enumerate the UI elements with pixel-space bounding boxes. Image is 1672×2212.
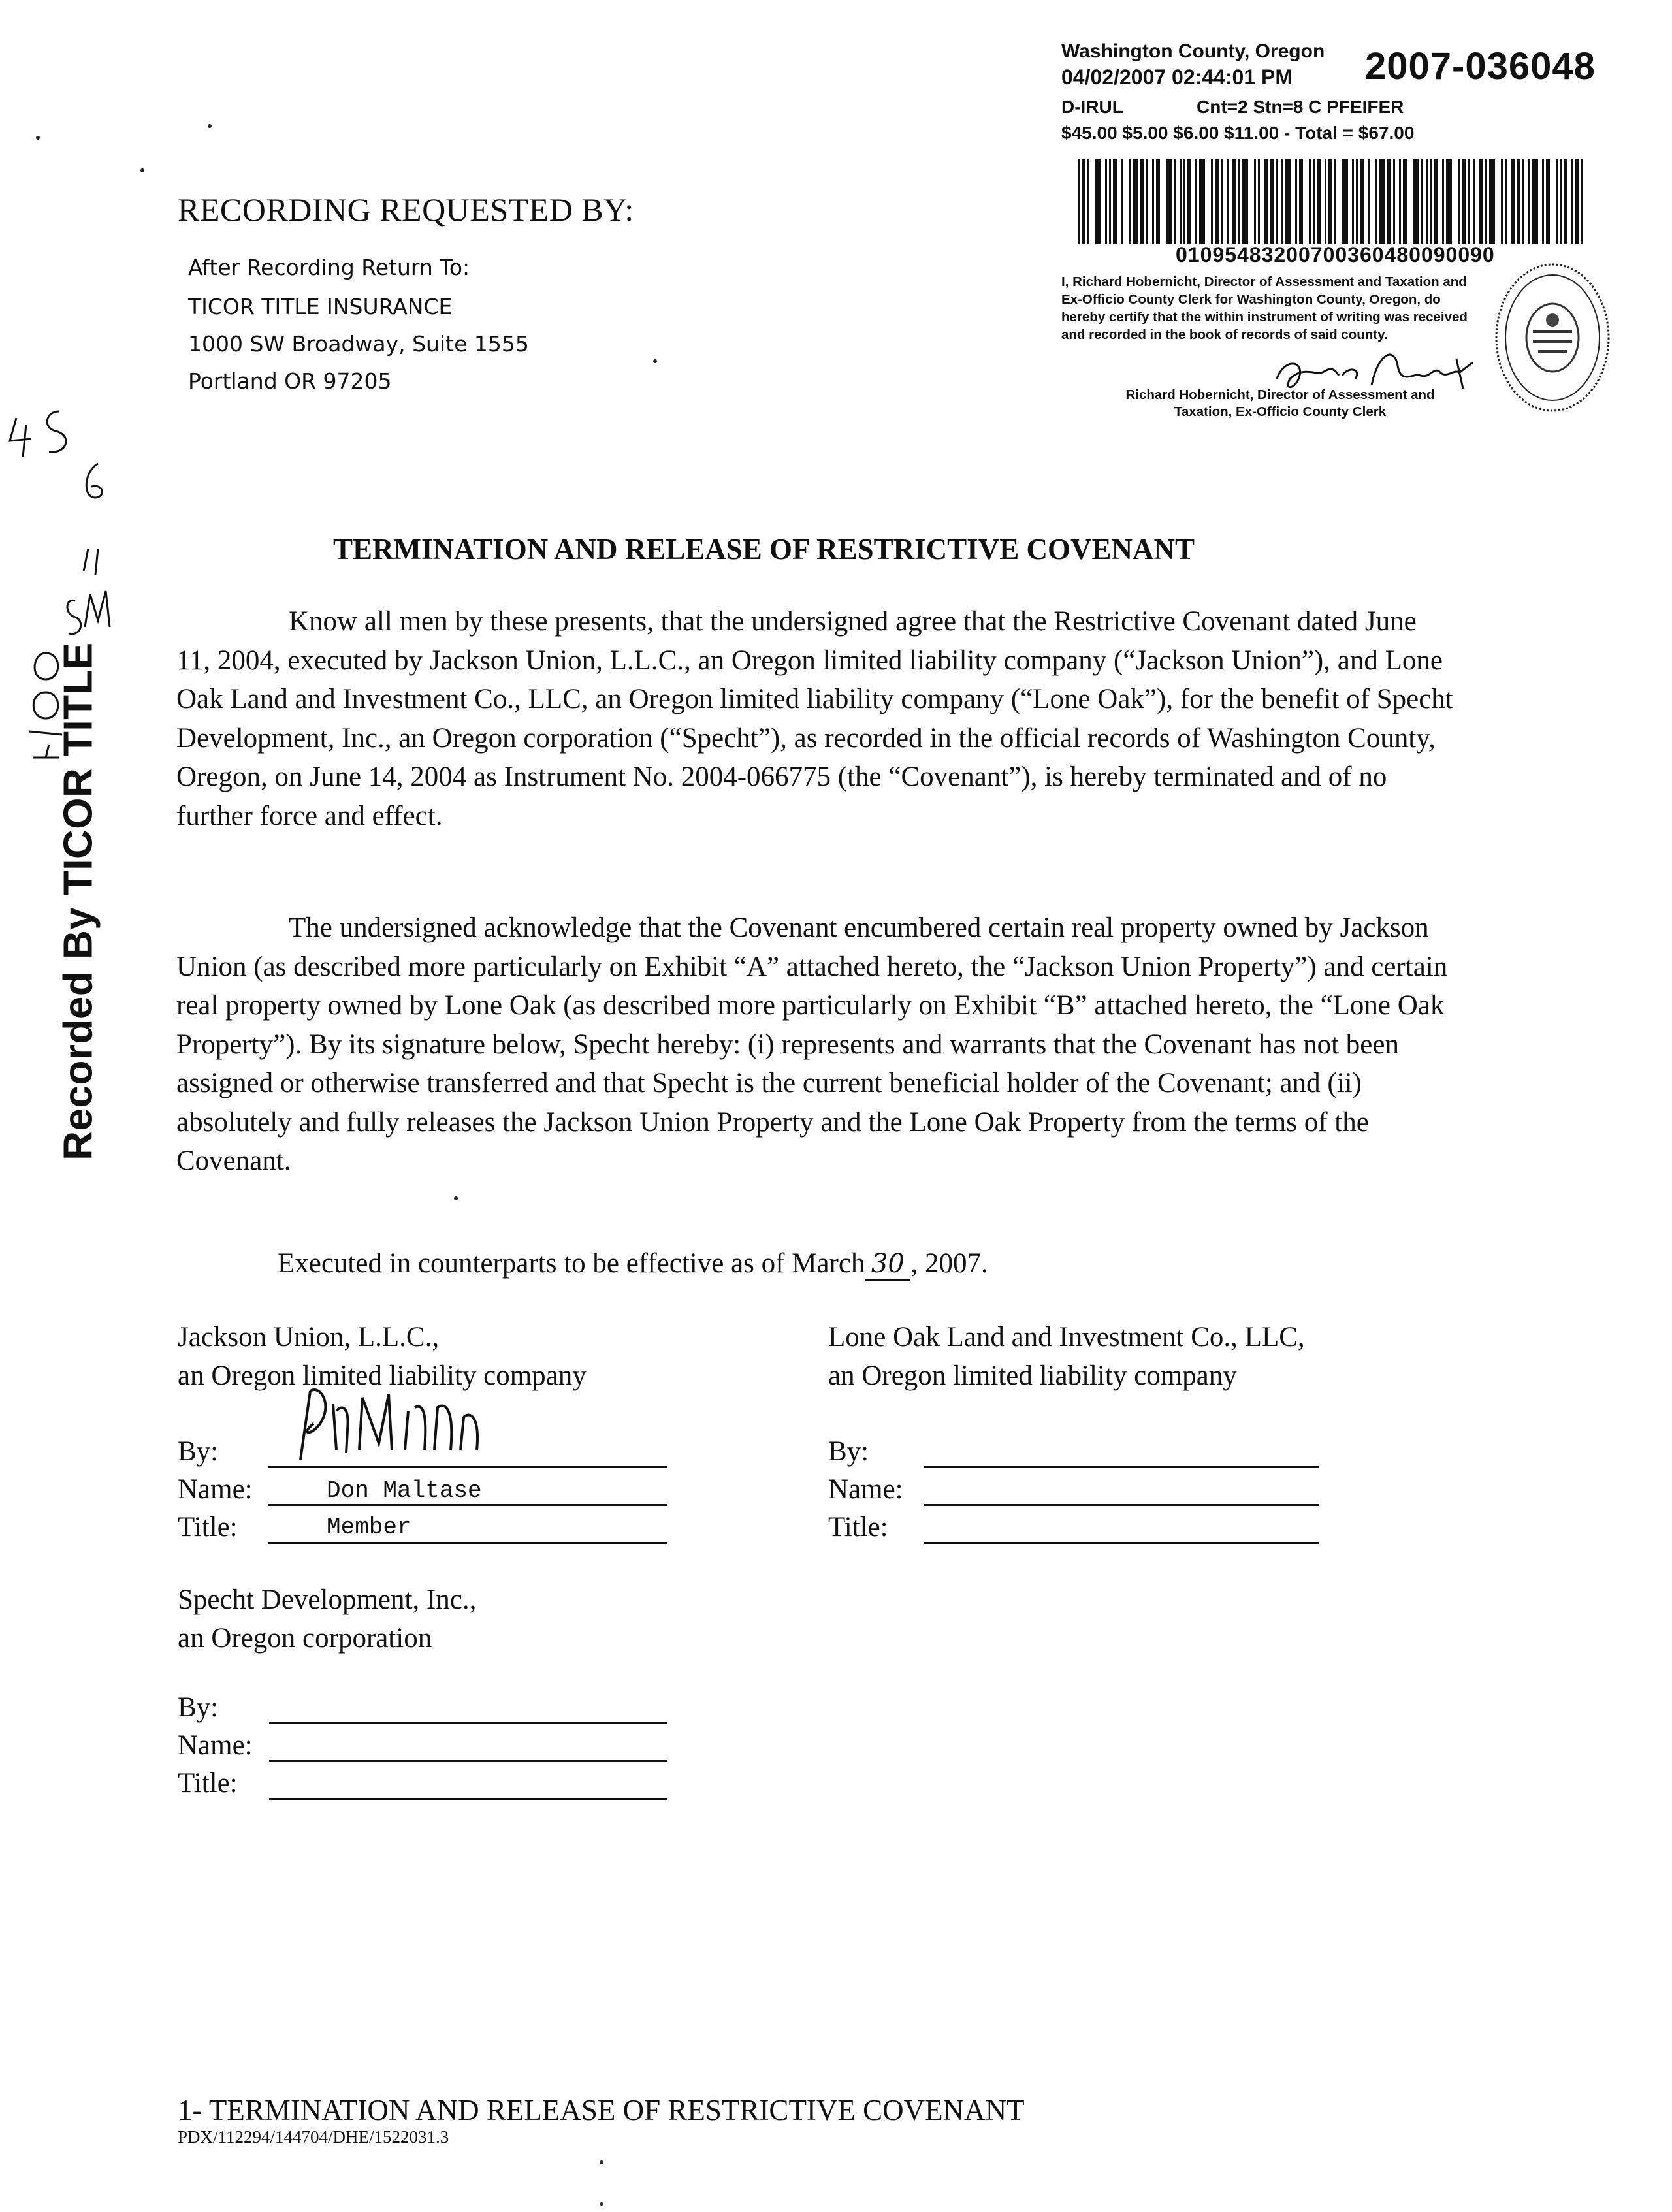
lone-oak-by-label: By:	[828, 1436, 869, 1467]
barcode-bar	[1221, 159, 1223, 244]
clerk-certification: I, Richard Hobernicht, Director of Assessment and Taxation and Ex-Officio County Clerk for Washington County, Oregon, do hereby certify that the within instrument of writing was received and recorded in the book of records of said county.	[1061, 274, 1468, 342]
barcode-bar	[1511, 159, 1515, 244]
barcode-bar	[1485, 159, 1487, 244]
barcode-bar	[1352, 159, 1354, 244]
barcode-bar	[1166, 159, 1172, 244]
recorded-by-stamp: Recorded By TICOR TITLE	[56, 642, 101, 1161]
return-address-line2: Portland OR 97205	[188, 368, 392, 394]
jackson-signer-name: Don Maltase	[327, 1477, 482, 1504]
barcode-bar	[1468, 159, 1470, 244]
scan-speck	[36, 136, 40, 140]
stamp-fees: $45.00 $5.00 $6.00 $11.00 - Total = $67.00	[1061, 123, 1415, 143]
paragraph-termination: Know all men by these presents, that the undersigned agree that the Restrictive Covenant dated June 11, 2004, executed by Jackson Union, L.L.C., an Oregon limited liability company (“Jackson Union”), and Lone Oak Land and Investment Co., LLC, an Oregon limited liability company (“Lone Oak”), for the benefit of Specht Development, Inc., an Oregon corporation (“Specht”), as recorded in the official records of Washington County, Oregon, on June 14, 2004 as Instrument No. 2004-066775 (the “Covenant”), is hereby terminated and of no further force and effect.	[176, 606, 1453, 831]
specht-title-label: Title:	[178, 1768, 238, 1799]
paragraph-acknowledgment: The undersigned acknowledge that the Covenant encumbered certain real property owned by Jackson Union (as described more particularly on Exhibit “A” attached hereto, the “Jackson Union Property”) and certain real property owned by Lone Oak (as described more particularly on Exhibit “B” attached hereto, the “Lone Oak Property”). By its signature below, Specht hereby: (i) represents and warrants that the Covenant has not been assigned or otherwise transferred and that Specht is the current beneficial holder of the Covenant; and (ii) absolutely and fully releases the Jackson Union Property and the Lone Oak Property from the terms of the Covenant.	[176, 912, 1448, 1176]
barcode-bar	[1183, 159, 1185, 244]
barcode-bar	[1140, 159, 1144, 244]
jackson-signer-title: Member	[327, 1514, 411, 1541]
executed-prefix: Executed in counterparts to be effective as of March	[278, 1248, 865, 1279]
barcode-bar	[1356, 159, 1358, 244]
barcode-bar	[1313, 159, 1315, 244]
specht-company-name: Specht Development, Inc.,	[178, 1584, 477, 1615]
jackson-by-line	[268, 1466, 667, 1468]
barcode-bar	[1317, 159, 1321, 244]
lone-oak-name-line	[924, 1504, 1319, 1506]
barcode-bar	[1360, 159, 1364, 244]
barcode-bar	[1152, 159, 1154, 244]
barcode-bar	[1426, 159, 1428, 244]
stamp-code: D-IRUL	[1061, 97, 1123, 117]
stamp-county: Washington County, Oregon	[1061, 40, 1325, 62]
barcode-bar	[1546, 159, 1550, 244]
barcode-bar	[1334, 159, 1336, 244]
barcode-bar	[1434, 159, 1438, 244]
barcode-bar	[1309, 159, 1311, 244]
barcode-bar	[1254, 159, 1256, 244]
stamp-datetime: 04/02/2007 02:44:01 PM	[1061, 65, 1293, 89]
scan-speck	[600, 2202, 603, 2206]
barcode-bar	[1575, 159, 1579, 244]
document-title: TERMINATION AND RELEASE OF RESTRICTIVE COVENANT	[333, 533, 1195, 566]
specht-block	[178, 1580, 476, 1658]
barcode-bar	[1413, 159, 1419, 244]
barcode-bar	[1232, 159, 1236, 244]
barcode-bar	[1462, 159, 1466, 244]
barcode-bar	[1133, 159, 1138, 244]
scan-speck	[454, 1196, 458, 1200]
barcode-icon	[1078, 159, 1584, 244]
lone-oak-title-line	[924, 1542, 1319, 1544]
jackson-signature-icon	[274, 1378, 490, 1463]
barcode-bar	[1113, 159, 1117, 244]
barcode-bar	[1199, 159, 1205, 244]
barcode-bar	[1187, 159, 1191, 244]
barcode-bar	[1276, 159, 1278, 244]
barcode-bar	[1446, 159, 1452, 244]
jackson-name-line	[268, 1504, 667, 1506]
barcode-bar	[1129, 159, 1131, 244]
barcode-bar	[1328, 159, 1332, 244]
barcode-bar	[1379, 159, 1385, 244]
lone-oak-block	[828, 1318, 1305, 1395]
barcode-bar	[1489, 159, 1495, 244]
barcode-bar	[1195, 159, 1197, 244]
barcode-bar	[1473, 159, 1475, 244]
barcode-bar	[1393, 159, 1395, 244]
barcode-bar	[1399, 159, 1401, 244]
clerk-name-line1: Richard Hobernicht, Director of Assessment and	[1125, 387, 1435, 402]
barcode-bar	[1522, 159, 1524, 244]
executed-day: 30	[865, 1249, 910, 1281]
barcode-bar	[1180, 159, 1182, 244]
barcode-bar	[1560, 159, 1562, 244]
barcode-bar	[1156, 159, 1160, 244]
barcode-bar	[1368, 159, 1370, 244]
scan-speck	[140, 168, 144, 172]
barcode-bar	[1442, 159, 1444, 244]
barcode-bar	[1542, 159, 1544, 244]
jackson-name-label: Name:	[178, 1474, 253, 1505]
lone-oak-by-line	[924, 1466, 1319, 1468]
barcode-bar	[1078, 159, 1080, 244]
executed-line	[278, 1247, 988, 1281]
barcode-bar	[1215, 159, 1219, 244]
barcode-bar	[1430, 159, 1432, 244]
scan-speck	[600, 2160, 603, 2164]
barcode-bar	[1532, 159, 1538, 244]
footer-title: 1- TERMINATION AND RELEASE OF RESTRICTIVE COVENANT	[178, 2094, 1025, 2126]
barcode-bar	[1082, 159, 1085, 244]
jackson-company-type: an Oregon limited liability company	[178, 1360, 587, 1391]
barcode-bar	[1095, 159, 1101, 244]
barcode-bar	[1387, 159, 1391, 244]
county-seal-icon	[1492, 260, 1613, 415]
stamp-counts: Cnt=2 Stn=8 C PFEIFER	[1197, 97, 1404, 117]
specht-company-type: an Oregon corporation	[178, 1623, 432, 1654]
jackson-title-label: Title:	[178, 1512, 238, 1543]
barcode-bar	[1501, 159, 1503, 244]
barcode-bar	[1281, 159, 1283, 244]
jackson-company-name: Jackson Union, L.L.C.,	[178, 1322, 440, 1353]
barcode-bar	[1087, 159, 1089, 244]
lone-oak-company-name: Lone Oak Land and Investment Co., LLC,	[828, 1322, 1305, 1353]
barcode-bar	[1121, 159, 1123, 244]
barcode-bar	[1325, 159, 1326, 244]
barcode-bar	[1458, 159, 1460, 244]
return-to-label: After Recording Return To:	[188, 255, 470, 280]
specht-name-line	[269, 1760, 667, 1762]
barcode-bar	[1270, 159, 1274, 244]
barcode-bar	[1242, 159, 1248, 244]
return-address-line1: 1000 SW Broadway, Suite 1555	[188, 331, 529, 357]
instrument-number: 2007-036048	[1365, 45, 1596, 88]
specht-by-label: By:	[178, 1692, 219, 1723]
barcode-bar	[1505, 159, 1507, 244]
barcode-bar	[1479, 159, 1483, 244]
specht-title-line	[269, 1798, 667, 1800]
clerk-name-line2: Taxation, Ex-Officio County Clerk	[1174, 404, 1387, 419]
barcode-bar	[1174, 159, 1176, 244]
jackson-title-line	[268, 1542, 667, 1544]
barcode-bar	[1109, 159, 1111, 244]
scan-speck	[653, 359, 657, 363]
barcode-bar	[1556, 159, 1558, 244]
jackson-by-label: By:	[178, 1436, 219, 1467]
footer-reference: PDX/112294/144704/DHE/1522031.3	[178, 2127, 449, 2147]
specht-by-line	[269, 1722, 667, 1724]
barcode-bar	[1285, 159, 1291, 244]
barcode-bar	[1375, 159, 1377, 244]
barcode-bar	[1342, 159, 1348, 244]
executed-suffix: , 2007.	[910, 1248, 988, 1279]
barcode-bar	[1227, 159, 1229, 244]
lone-oak-title-label: Title:	[828, 1512, 888, 1543]
barcode-bar	[1581, 159, 1583, 244]
specht-name-label: Name:	[178, 1730, 253, 1761]
barcode-bar	[1421, 159, 1423, 244]
return-company: TICOR TITLE INSURANCE	[188, 294, 453, 319]
barcode-bar	[1517, 159, 1520, 244]
barcode-number: 01095483200700360480090090	[1176, 243, 1495, 266]
lone-oak-name-label: Name:	[828, 1474, 903, 1505]
barcode-bar	[1295, 159, 1297, 244]
barcode-bar	[1211, 159, 1213, 244]
barcode-bar	[1571, 159, 1573, 244]
lone-oak-company-type: an Oregon limited liability company	[828, 1360, 1237, 1391]
barcode-bar	[1564, 159, 1568, 244]
barcode-bar	[1146, 159, 1148, 244]
barcode-bar	[1258, 159, 1260, 244]
scan-speck	[208, 124, 212, 128]
barcode-bar	[1528, 159, 1530, 244]
clerk-name	[1084, 387, 1476, 421]
barcode-bar	[1264, 159, 1268, 244]
barcode-bar	[1403, 159, 1407, 244]
barcode-bar	[1238, 159, 1240, 244]
barcode-bar	[1299, 159, 1303, 244]
recording-requested-heading: RECORDING REQUESTED BY:	[178, 191, 634, 228]
barcode-bar	[1105, 159, 1107, 244]
